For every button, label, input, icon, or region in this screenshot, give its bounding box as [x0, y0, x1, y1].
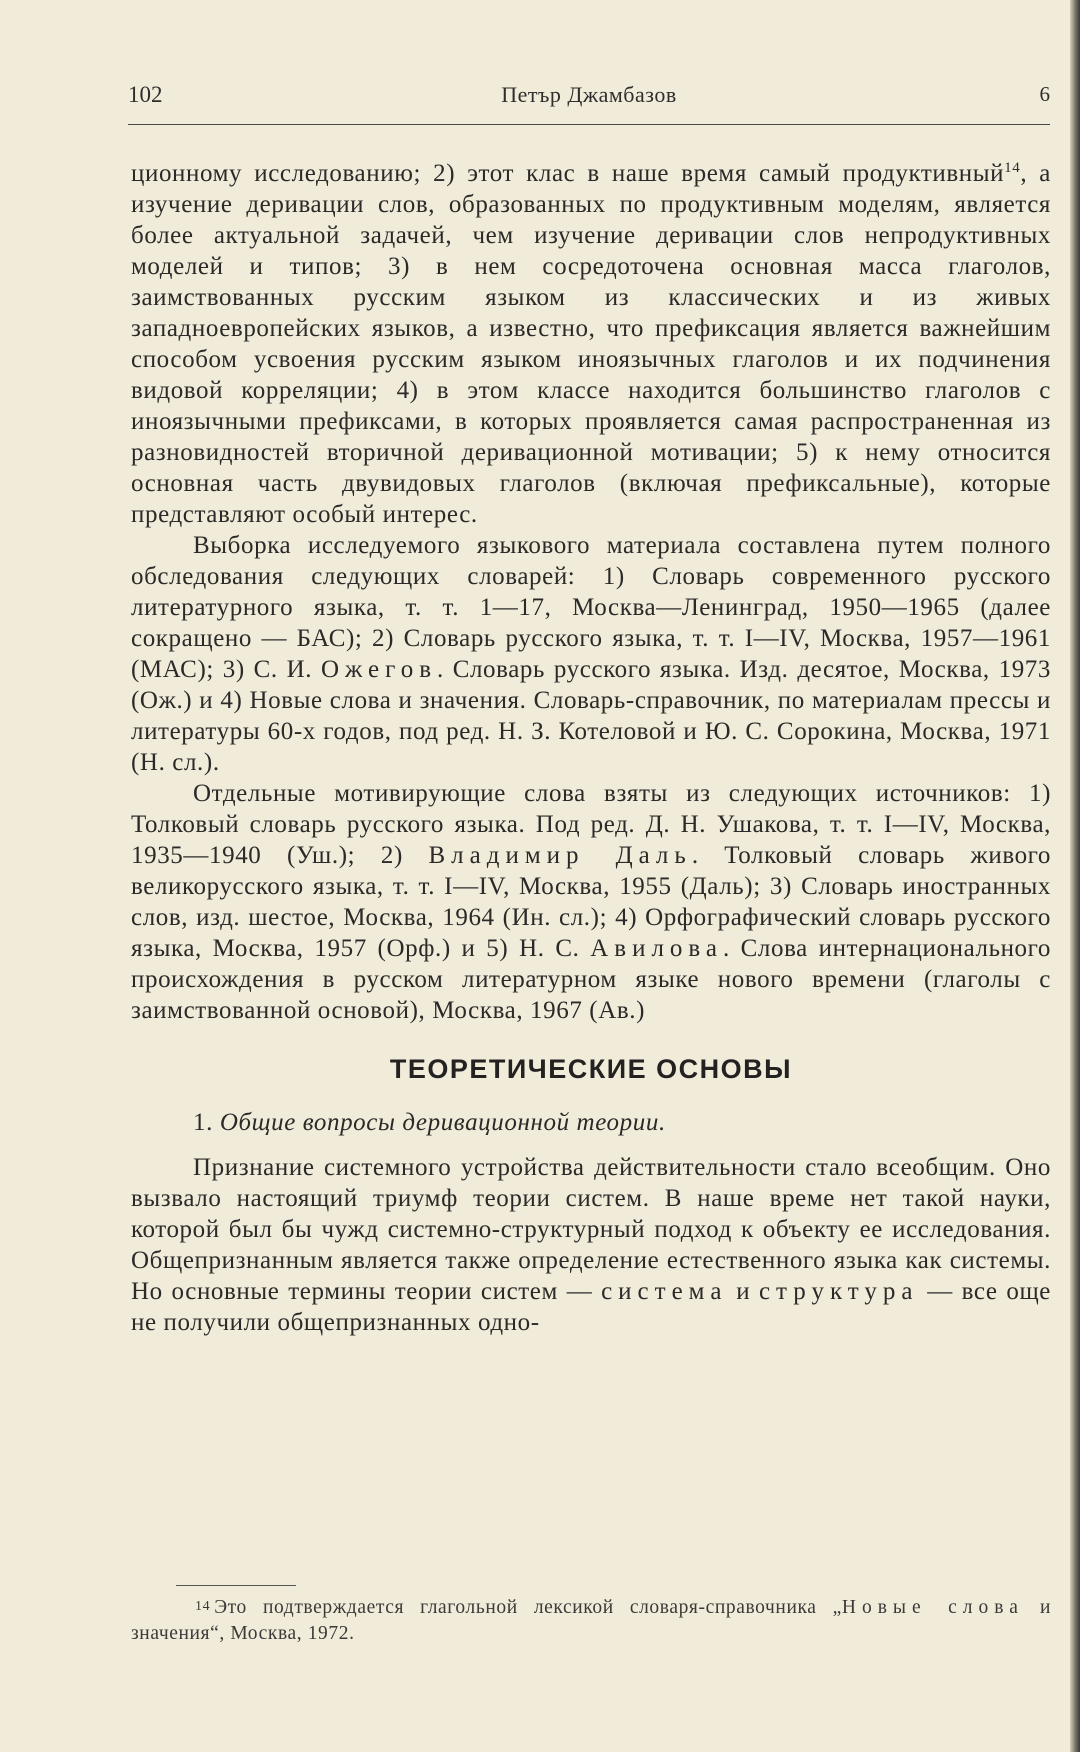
text-span: Признание системного устройства действительности стало всеобщим. Оно вызвало настоящий триумф теории систем. В наше време нет такой науки, которой был бы чужд системно-структурный подход к объекту ее исследования. Общепризнанным является также определение естественного языка как системы. Но основные термины теории систем —: [131, 1154, 1051, 1305]
footnote-rule: [176, 1585, 296, 1586]
paragraph-4: [131, 1152, 1051, 1338]
footnote-ref: 14: [1004, 160, 1021, 176]
subsection-title: Общие вопросы деривационной теории.: [219, 1109, 666, 1136]
paragraph-2: [131, 530, 1051, 778]
page-number: 102: [128, 82, 163, 107]
section-title: ТЕОРЕТИЧЕСКИЕ ОСНОВЫ: [389, 1054, 793, 1084]
spaced-name: Авилова: [590, 935, 724, 962]
spaced-term: система: [601, 1278, 728, 1305]
main-text: [131, 158, 1051, 1338]
text-span: ционному исследованию; 2) этот клас в наше время самый продуктивный: [131, 160, 1005, 187]
subsection-heading: [131, 1107, 1051, 1138]
paragraph-3: [131, 778, 1051, 1026]
page-edge-shadow: [1070, 0, 1080, 1752]
subsection-number: 1.: [193, 1109, 213, 1136]
text-span: . Толковый словарь живого великорусского языка, т. т. I—IV, Москва, 1955 (Даль); 3) Словарь иностранных слов, изд. шестое, Москва, 1964 (Ин. сл.); 4) Орфографический словарь русского языка, Москва, 1957 (Орф.) и 5) Н. С.: [131, 842, 1051, 962]
spaced-name: Ожегов: [320, 656, 437, 683]
text-span: и: [727, 1278, 759, 1305]
running-header: [128, 82, 1050, 122]
header-rule: [128, 124, 1050, 125]
spaced-term: структура: [758, 1278, 919, 1305]
paragraph-1: [131, 158, 1051, 530]
spaced-term: Новые слова: [841, 1597, 1024, 1618]
text-span: . Словарь русского языка. Изд. десятое, Москва, 1973 (Ож.) и 4) Новые слова и значения. Словарь-справочник, по материалам прессы и литературы 60-х годов, под ред. Н. З. Котеловой и Ю. С. Сорокина, Москва, 1971 (Н. сл.).: [131, 656, 1051, 776]
footnote: [131, 1594, 1051, 1647]
signature-mark: 6: [1039, 82, 1050, 106]
spaced-name: Владимир Даль: [428, 842, 692, 869]
footnote-number: 14: [195, 1599, 211, 1614]
text-span: Отдельные мотивирующие слова взяты из следующих источников: 1) Толковый словарь русского языка. Под ред. Д. Н. Ушакова, т. т. I—IV, Москва, 1935—1940 (Уш.); 2): [131, 780, 1051, 869]
running-title: Петър Джамбазов: [501, 82, 677, 107]
text-span: Выборка исследуемого языкового материала составлена путем полного обследования следующих словарей: 1) Словарь современного русского литературного языка, т. т. 1—17, Москва—Ленинград, 1950—1965 (далее сокращено — БАС); 2) Словарь русского языка, т. т. I—IV, Москва, 1957—1961 (МАС); 3) С. И.: [131, 532, 1051, 683]
text-span: Это подтверждается глагольной лексикой словаря-справочника „: [214, 1597, 842, 1618]
text-span: , а изучение деривации слов, образованных по продуктивным моделям, является более актуальной задачей, чем изучение деривации слов непродуктивных моделей и типов; 3) в нем сосредоточена основная масса глаголов, заимствованных русским языком из классических и из живых западноевропейских языков, а известно, что префиксация является важнейшим способом усвоения русским языком иноязычных глаголов и их подчинения видовой корреляции; 4) в этом классе находится большинство глаголов с иноязычными префиксами, в которых проявляется самая распространенная из разновидностей вторичной деривационной мотивации; 5) к нему относится основная часть двувидовых глаголов (включая префиксальные), которые представляют особый интерес.: [131, 160, 1051, 528]
text-span: и значения“, Москва, 1972.: [131, 1597, 1051, 1644]
text-span: . Слова интернационального происхождения в русском литературном языке нового времени (глаголы с заимствованной основой), Москва, 1967 (Ав.): [131, 935, 1051, 1024]
text-span: — все още не получили общепризнанных одно-: [131, 1278, 1051, 1336]
